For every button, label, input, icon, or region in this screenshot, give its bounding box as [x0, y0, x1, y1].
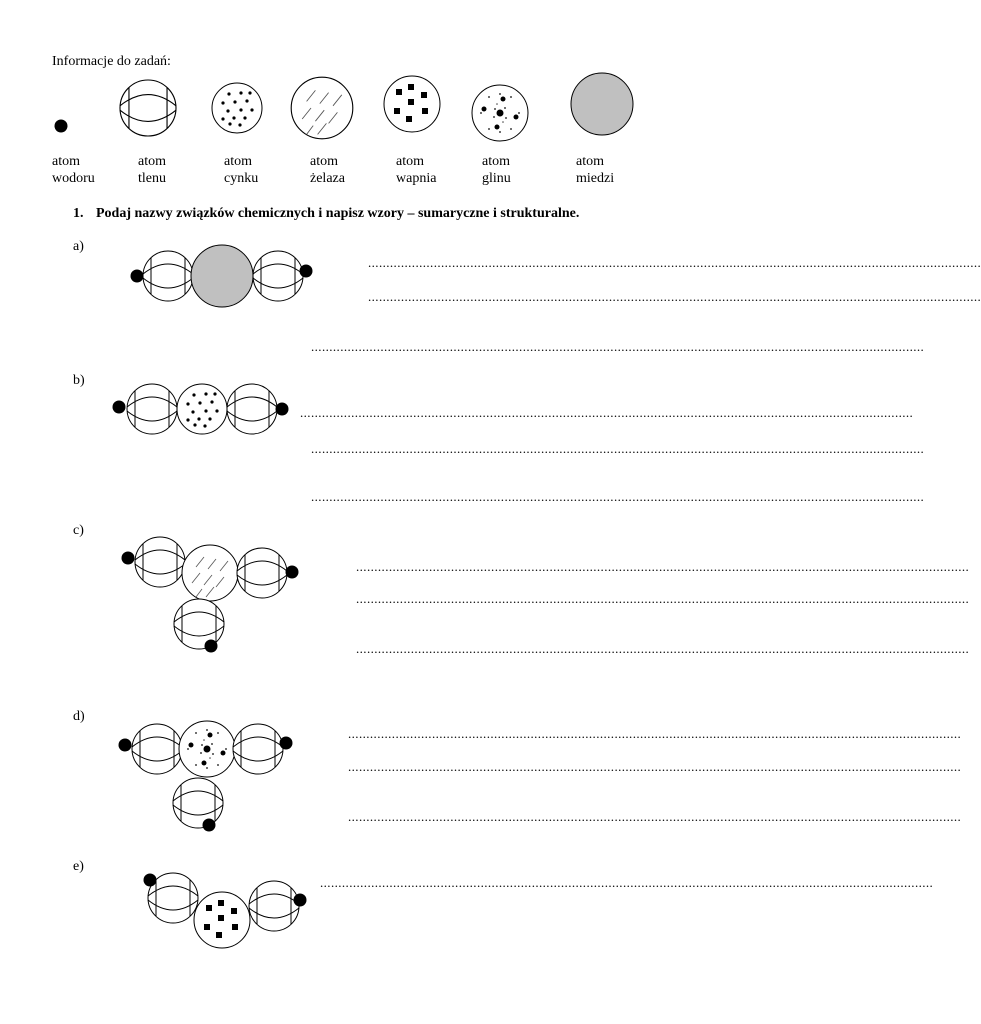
legend-label-iron: atom żelaza: [310, 154, 345, 186]
copper-atom-icon: [571, 73, 633, 135]
legend-label-copper: atom miedzi: [576, 154, 615, 186]
answer-line-d1[interactable]: ........................................................................................................................................................................: [348, 726, 962, 741]
answer-line-a2[interactable]: ........................................................................................................................................................................: [368, 289, 981, 304]
answer-line-e1[interactable]: ........................................................................................................................................................................: [320, 875, 934, 890]
iron-atom-icon: [291, 77, 353, 139]
answer-line-a1[interactable]: ........................................................................................................................................................................: [368, 255, 981, 270]
molecule-c: [122, 537, 299, 653]
answer-line-c1[interactable]: ........................................................................................................................................................................: [356, 559, 970, 574]
calcium-atom-icon: [384, 76, 440, 132]
zinc-atom-icon: [212, 83, 262, 133]
answer-line-c3[interactable]: ........................................................................................................................................................................: [356, 641, 970, 656]
answer-line-d3[interactable]: ........................................................................................................................................................................: [348, 809, 962, 824]
molecule-b: [113, 384, 289, 434]
hydrogen-atom-icon: [55, 120, 68, 133]
task-text: Podaj nazwy związków chemicznych i napisz wzory – sumaryczne i strukturalne.: [96, 206, 580, 221]
item-label-d: d): [73, 709, 85, 724]
legend-label-aluminium: atom glinu: [482, 154, 511, 186]
answer-line-a3[interactable]: ........................................................................................................................................................................: [311, 339, 925, 354]
answer-line-c2[interactable]: ........................................................................................................................................................................: [356, 591, 970, 606]
answer-line-b2[interactable]: ........................................................................................................................................................................: [311, 441, 925, 456]
item-label-c: c): [73, 523, 84, 538]
legend-label-zinc: atom cynku: [224, 154, 259, 186]
item-label-e: e): [73, 859, 84, 874]
aluminium-atom-icon: [472, 85, 528, 141]
legend-label-calcium: atom wapnia: [396, 154, 437, 186]
answer-line-b1[interactable]: ........................................................................................................................................................................: [300, 405, 914, 420]
answer-line-d2[interactable]: ........................................................................................................................................................................: [348, 759, 962, 774]
task-number: 1.: [73, 206, 84, 221]
legend-label-hydrogen: atom wodoru: [52, 154, 95, 186]
answer-line-b3[interactable]: ........................................................................................................................................................................: [311, 489, 925, 504]
legend-label-oxygen: atom tlenu: [138, 154, 166, 186]
molecule-d: [119, 721, 293, 832]
item-label-b: b): [73, 373, 85, 388]
item-label-a: a): [73, 239, 84, 254]
info-heading: Informacje do zadań:: [52, 54, 171, 69]
molecule-a: [131, 245, 313, 307]
oxygen-atom-icon: [120, 80, 176, 136]
molecule-e: [144, 873, 307, 948]
